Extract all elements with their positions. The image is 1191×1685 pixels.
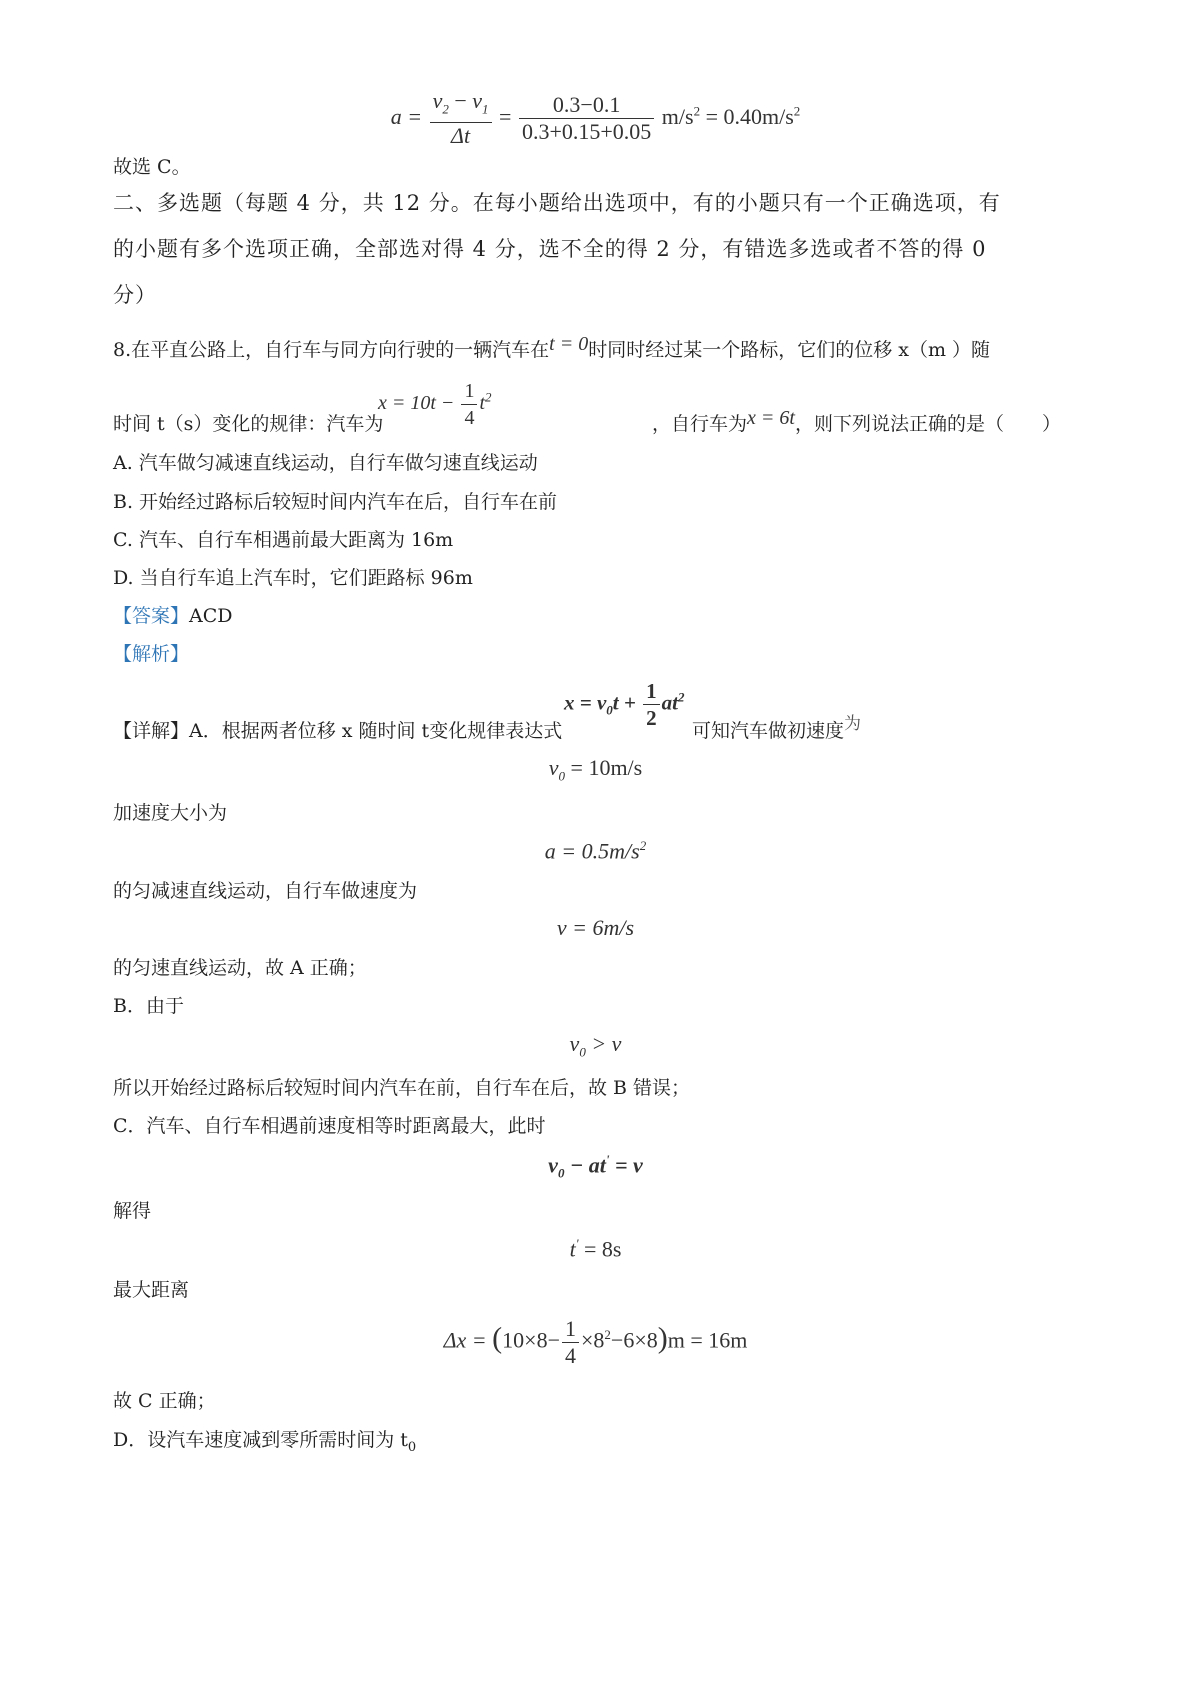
- section-heading-line2: 的小题有多个选项正确，全部选对得 4 分，选不全的得 2 分，有错选多选或者不答的得 0: [113, 237, 987, 261]
- velocity-comparison: $v_0 > v$: [569, 1031, 622, 1060]
- section-heading-line1: 二、多选题（每题 4 分，共 12 分。在每小题给出选项中，有的小题只有一个正确选项，有: [113, 191, 1001, 215]
- uniform-text: 的匀速直线运动，故 A 正确；: [113, 957, 367, 979]
- option-d: D. 当自行车追上汽车时，它们距路标 96m: [113, 567, 473, 589]
- answer-tag: 【答案】: [113, 605, 190, 627]
- kinematics-formula: $x = v_0t$ + $\frac{1}{2}$ $at^2$: [564, 679, 685, 730]
- accel-text: 加速度大小为: [113, 802, 228, 824]
- equal-velocity-equation: $v_0 - at' = v$: [548, 1152, 643, 1181]
- initial-velocity-equation: $v_0 = 10m/s$: [548, 755, 643, 784]
- detail-a-line: 【详解】A．根据两者位移 x 随时间 t变化规律表达式: [113, 720, 563, 742]
- c-text: C．汽车、自行车相遇前速度相等时距离最大，此时: [113, 1115, 546, 1137]
- acceleration-value: $a = 0.5m/s^2$: [544, 838, 647, 864]
- car-displacement-formula: x = 10t − $\frac{1}{4}$ $t^2$: [378, 380, 492, 429]
- fraction: $\frac{0.3-0.1}{0.3+0.15+0.05}$: [519, 92, 654, 145]
- maxdist-text: 最大距离: [113, 1279, 190, 1301]
- acceleration-equation: a = $\frac{v_2 - v_1}{\Delta t}$ = $\frac{0.3-0.1}{0.3+0.15+0.05}$ $m/s^2 = 0.40m/s^2$: [390, 88, 801, 149]
- question-8-line1: 8.在平直公路上，自行车与同方向行驶的一辆汽车在t = 0时同时经过某一个路标，它们的位移 x（m ）随: [113, 333, 991, 361]
- document-page: a = $\frac{v_2 - v_1}{\Delta t}$ = $\frac{0.3-0.1}{0.3+0.15+0.05}$ $m/s^2 = 0.40m/s^2$ 故选 C。 二、多选题（每题 4 分，共 12 分。在每小题给出选项中，有的小题只有一个正确选项，有 的小题有多个选项正确，全部选对得 4 分，选不全的得 2 分，有错选多选或者不答的得 0 分） 8.在平直公路上，自行车与同方向行驶的一辆汽车在t = 0时同时经过某一个路标，它们的位移 x（m ）随 x = 10t − $\frac{1}{4}$ $t^2$ 时间 t（s）变化的规律：汽车为 ，自行车为x = 6t，则下列说法正确的是（ ） A. 汽车做匀减速直线运动，自行车做匀速直线运动 B. 开始经过路标后较短时间内汽车在后，自行车在前 C. 汽车、自行车相遇前最大距离为 16m D. 当自行车追上汽车时，它们距路标 96m 【答案】ACD 【解析】 $x = v_0t$ + $\frac{1}{2}$ $at^2$ 【详解】A．根据两者位移 x 随时间 t变化规律表达式 可知汽车做初速度为 $v_0 = 10m/s$ 加速度大小为 $a = 0.5m/s^2$ 的匀减速直线运动，自行车做速度为 v = 6m/s 的匀速直线运动，故 A 正确； B．由于 $v_0 > v$ 所以开始经过路标后较短时间内汽车在前，自行车在后，故 B 错误； C．汽车、自行车相遇前速度相等时距离最大，此时 $v_0 - at' = v$ 解得 t' = 8s 最大距离 Δx = (10×8− $\frac{1}{4}$ $\times 8^2-6\times 8)m = 16m$ 故 C 正确； D．设汽车速度减到零所需时间为 $t_0$: [0, 0, 1191, 1685]
- time-equation: t' = 8s: [569, 1236, 622, 1262]
- b-conclusion: 所以开始经过路标后较短时间内汽车在前，自行车在后，故 B 错误；: [113, 1077, 691, 1099]
- d-text: D．设汽车速度减到零所需时间为 $t_0$: [113, 1429, 417, 1455]
- answer-line: 【答案】ACD: [113, 605, 233, 627]
- bike-velocity: v = 6m/s: [556, 915, 635, 940]
- decel-text: 的匀减速直线运动，自行车做速度为: [113, 880, 418, 902]
- c-correct: 故 C 正确；: [113, 1390, 216, 1412]
- max-distance-equation: Δx = (10×8− $\frac{1}{4}$ $\times 8^2-6\times 8)m = 16m$: [443, 1316, 748, 1368]
- option-c: C. 汽车、自行车相遇前最大距离为 16m: [113, 529, 454, 551]
- solve-text: 解得: [113, 1200, 152, 1222]
- choose-c-text: 故选 C。: [113, 156, 191, 178]
- question-8-line2: 时间 t（s）变化的规律：汽车为: [113, 413, 384, 435]
- fraction: $\frac{v_2 - v_1}{\Delta t}$: [430, 88, 492, 149]
- analysis-tag: 【解析】: [113, 643, 190, 665]
- b-because: B．由于: [113, 995, 184, 1017]
- option-b: B. 开始经过路标后较短时间内汽车在后，自行车在前: [113, 491, 558, 513]
- option-a: A. 汽车做匀减速直线运动，自行车做匀速直线运动: [113, 452, 538, 474]
- section-heading-line3: 分）: [113, 283, 157, 307]
